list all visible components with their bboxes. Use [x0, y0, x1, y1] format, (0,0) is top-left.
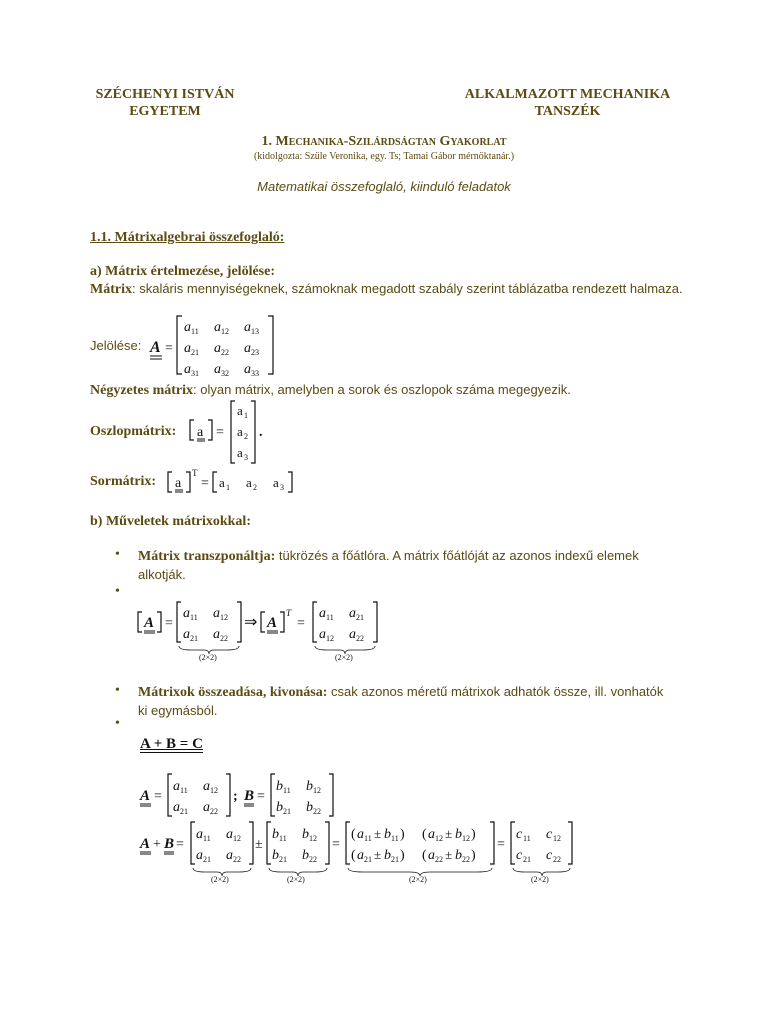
svg-text:a: a	[357, 827, 364, 842]
svg-text:a: a	[226, 827, 233, 842]
svg-text:B: B	[164, 836, 175, 852]
bullet-1: •	[115, 547, 120, 562]
row-matrix-formula	[166, 466, 301, 496]
svg-text:): )	[400, 848, 405, 863]
svg-text:13: 13	[251, 327, 259, 336]
part-b-heading: b) Műveletek mátrixokkal:	[90, 514, 251, 529]
svg-text:11: 11	[391, 834, 399, 843]
svg-text:=: =	[497, 837, 505, 852]
svg-text:(: (	[422, 848, 427, 863]
svg-text:a: a	[237, 403, 243, 418]
sum-equation: A + B = C	[140, 736, 203, 752]
svg-text:c: c	[516, 827, 523, 842]
department-name	[450, 86, 685, 120]
svg-text:2: 2	[253, 483, 257, 492]
svg-text:T: T	[192, 468, 198, 478]
svg-text:11: 11	[283, 786, 291, 795]
svg-text:a: a	[219, 475, 225, 490]
svg-text:21: 21	[391, 855, 399, 864]
svg-text:12: 12	[553, 834, 561, 843]
svg-text:(: (	[422, 827, 427, 842]
svg-text:c: c	[546, 827, 553, 842]
svg-text:11: 11	[191, 327, 199, 336]
svg-text:b: b	[306, 779, 313, 794]
svg-text:11: 11	[364, 834, 372, 843]
svg-text:a: a	[196, 827, 203, 842]
ab-definition-formula	[138, 770, 338, 820]
svg-text:a: a	[183, 606, 190, 621]
svg-text:22: 22	[233, 855, 241, 864]
svg-text:21: 21	[180, 807, 188, 816]
svg-text:22: 22	[309, 855, 317, 864]
svg-text:23: 23	[251, 348, 259, 357]
svg-text:12: 12	[221, 327, 229, 336]
document-title: 1. Mechanika-Szilárdságtan Gyakorlat	[261, 134, 507, 149]
university-name	[60, 86, 270, 120]
svg-text:a: a	[237, 424, 243, 439]
svg-text:a: a	[226, 848, 233, 863]
svg-text:A: A	[267, 615, 278, 631]
svg-text:b: b	[276, 779, 283, 794]
transpose-definition	[138, 547, 658, 584]
svg-text:=: =	[257, 789, 265, 804]
svg-text:=: =	[165, 616, 173, 631]
svg-text:22: 22	[553, 855, 561, 864]
svg-text:21: 21	[523, 855, 531, 864]
svg-text:a: a	[203, 779, 210, 794]
svg-text:12: 12	[220, 613, 228, 622]
svg-text:b: b	[272, 848, 279, 863]
svg-text:±: ±	[374, 847, 382, 862]
svg-text:B: B	[244, 788, 255, 804]
svg-text:±: ±	[374, 826, 382, 841]
svg-text:b: b	[384, 827, 391, 842]
svg-text:b: b	[302, 848, 309, 863]
svg-text:a: a	[196, 848, 203, 863]
svg-text:±: ±	[255, 837, 263, 852]
svg-text:(: (	[351, 848, 356, 863]
row-matrix-label: Sormátrix:	[90, 474, 157, 489]
svg-text:11: 11	[279, 834, 287, 843]
university-name-line2: EGYETEM	[129, 104, 201, 119]
svg-text:a: a	[184, 320, 191, 335]
svg-text:A: A	[140, 788, 151, 804]
svg-text:2: 2	[244, 432, 248, 441]
bullet-3: •	[115, 683, 120, 698]
svg-text:1: 1	[244, 411, 248, 420]
svg-text:a: a	[183, 627, 190, 642]
part-a-heading: a) Mátrix értelmezése, jelölése:	[90, 264, 275, 279]
size-label-4: (2×2)	[287, 875, 305, 884]
square-matrix-term: Négyzetes mátrix	[90, 383, 194, 398]
bullet-4: •	[115, 716, 120, 731]
document-subtitle: Matematikai összefoglaló, kiinduló feladatok	[257, 179, 511, 194]
matrix-definition-text: : skaláris mennyiségeknek, számoknak megadott szabály szerint táblázatba rendezett halmaza.	[131, 281, 683, 296]
section-heading: 1.1. Mátrixalgebrai összefoglaló:	[90, 230, 285, 245]
size-label-1: (2×2)	[199, 653, 217, 662]
svg-text:a: a	[428, 848, 435, 863]
svg-text:): )	[471, 827, 476, 842]
svg-text:=: =	[201, 476, 209, 491]
svg-text:21: 21	[190, 634, 198, 643]
svg-text:12: 12	[233, 834, 241, 843]
svg-text:32: 32	[221, 369, 229, 378]
svg-text:+: +	[153, 837, 161, 852]
svg-text:a: a	[237, 445, 243, 460]
department-name-line2: TANSZÉK	[534, 104, 601, 119]
svg-text:33: 33	[251, 369, 259, 378]
ab-sum-formula	[138, 818, 578, 888]
svg-text:A: A	[144, 615, 155, 631]
svg-text:a: a	[244, 320, 251, 335]
transpose-formula	[136, 596, 386, 664]
svg-text:(: (	[351, 827, 356, 842]
svg-text:11: 11	[203, 834, 211, 843]
svg-text:a: a	[214, 320, 221, 335]
svg-text:22: 22	[220, 634, 228, 643]
svg-text:22: 22	[221, 348, 229, 357]
svg-text:b: b	[306, 800, 313, 815]
svg-text:T: T	[286, 608, 292, 618]
svg-text:12: 12	[326, 634, 334, 643]
svg-text:=: =	[165, 341, 173, 356]
svg-text:21: 21	[283, 807, 291, 816]
svg-text:c: c	[546, 848, 553, 863]
svg-text:a: a	[349, 627, 356, 642]
svg-text:a: a	[357, 848, 364, 863]
size-label-3: (2×2)	[211, 875, 229, 884]
svg-text:a: a	[319, 606, 326, 621]
svg-text:a: a	[197, 425, 204, 440]
svg-text:12: 12	[210, 786, 218, 795]
svg-text:a: a	[273, 475, 279, 490]
department-name-line1: ALKALMAZOTT MECHANIKA	[464, 87, 671, 102]
svg-text:a: a	[214, 341, 221, 356]
svg-text:22: 22	[435, 855, 443, 864]
university-name-line1: SZÉCHENYI ISTVÁN	[95, 87, 235, 102]
svg-text:±: ±	[445, 847, 453, 862]
square-matrix-definition	[90, 381, 571, 399]
matrix-term: Mátrix	[90, 282, 132, 297]
svg-text:a: a	[213, 606, 220, 621]
matrix-a-notation	[148, 312, 283, 378]
svg-text:21: 21	[191, 348, 199, 357]
column-matrix-label: Oszlopmátrix:	[90, 424, 177, 439]
size-label-5: (2×2)	[409, 875, 427, 884]
svg-text:=: =	[332, 837, 340, 852]
document-credit: (kidolgozta: Szüle Veronika, egy. Ts; Tamai Gábor mérnöktanár.)	[253, 151, 515, 162]
svg-text:a: a	[173, 779, 180, 794]
bullet-2: •	[115, 584, 120, 599]
svg-text:b: b	[455, 848, 462, 863]
svg-text:=: =	[297, 616, 305, 631]
svg-text:12: 12	[309, 834, 317, 843]
svg-text:;: ;	[233, 789, 238, 804]
svg-text:a: a	[184, 362, 191, 377]
matrix-definition	[90, 280, 690, 299]
svg-text:b: b	[384, 848, 391, 863]
addition-term: Mátrixok összeadása, kivonása:	[138, 685, 328, 700]
svg-text:21: 21	[203, 855, 211, 864]
svg-text:.: .	[259, 425, 263, 440]
svg-text:11: 11	[523, 834, 531, 843]
svg-text:12: 12	[435, 834, 443, 843]
svg-text:a: a	[244, 341, 251, 356]
svg-text:a: a	[349, 606, 356, 621]
addition-text: csak azonos méretű mátrixok adhatók össze, ill. vonhatók ki egymásból.	[138, 684, 664, 718]
svg-text:): )	[471, 848, 476, 863]
transpose-text: tükrözés a főátlóra. A mátrix főátlóját az azonos indexű elemek alkotják.	[138, 548, 639, 582]
svg-text:=: =	[154, 789, 162, 804]
svg-text:31: 31	[191, 369, 199, 378]
size-label-2: (2×2)	[335, 653, 353, 662]
size-label-6: (2×2)	[531, 875, 549, 884]
svg-text:a: a	[175, 476, 182, 491]
svg-text:12: 12	[462, 834, 470, 843]
svg-text:12: 12	[313, 786, 321, 795]
svg-text:22: 22	[356, 634, 364, 643]
svg-text:): )	[400, 827, 405, 842]
svg-text:A: A	[140, 836, 151, 852]
svg-text:a: a	[173, 800, 180, 815]
svg-text:1: 1	[226, 483, 230, 492]
svg-text:21: 21	[364, 855, 372, 864]
svg-text:a: a	[246, 475, 252, 490]
transpose-term: Mátrix transzponáltja:	[138, 549, 276, 564]
svg-text:⇒: ⇒	[244, 614, 258, 631]
svg-text:22: 22	[313, 807, 321, 816]
svg-text:a: a	[214, 362, 221, 377]
svg-text:=: =	[216, 425, 224, 440]
svg-text:=: =	[176, 837, 184, 852]
svg-text:3: 3	[280, 483, 284, 492]
svg-text:A: A	[150, 339, 161, 356]
svg-text:b: b	[455, 827, 462, 842]
svg-text:11: 11	[326, 613, 334, 622]
svg-text:a: a	[428, 827, 435, 842]
svg-text:11: 11	[190, 613, 198, 622]
svg-text:a: a	[213, 627, 220, 642]
svg-text:b: b	[272, 827, 279, 842]
svg-text:a: a	[203, 800, 210, 815]
svg-text:3: 3	[244, 453, 248, 462]
svg-text:a: a	[244, 362, 251, 377]
svg-text:21: 21	[356, 613, 364, 622]
notation-label: Jelölése:	[90, 338, 142, 353]
svg-text:b: b	[276, 800, 283, 815]
svg-text:±: ±	[445, 826, 453, 841]
svg-text:a: a	[319, 627, 326, 642]
svg-text:22: 22	[462, 855, 470, 864]
svg-text:11: 11	[180, 786, 188, 795]
svg-text:21: 21	[279, 855, 287, 864]
svg-text:b: b	[302, 827, 309, 842]
addition-definition	[138, 683, 668, 720]
svg-text:a: a	[184, 341, 191, 356]
column-matrix-formula	[188, 398, 270, 466]
svg-text:22: 22	[210, 807, 218, 816]
square-matrix-text: : olyan mátrix, amelyben a sorok és oszlopok száma megegyezik.	[193, 382, 571, 397]
svg-text:c: c	[516, 848, 523, 863]
